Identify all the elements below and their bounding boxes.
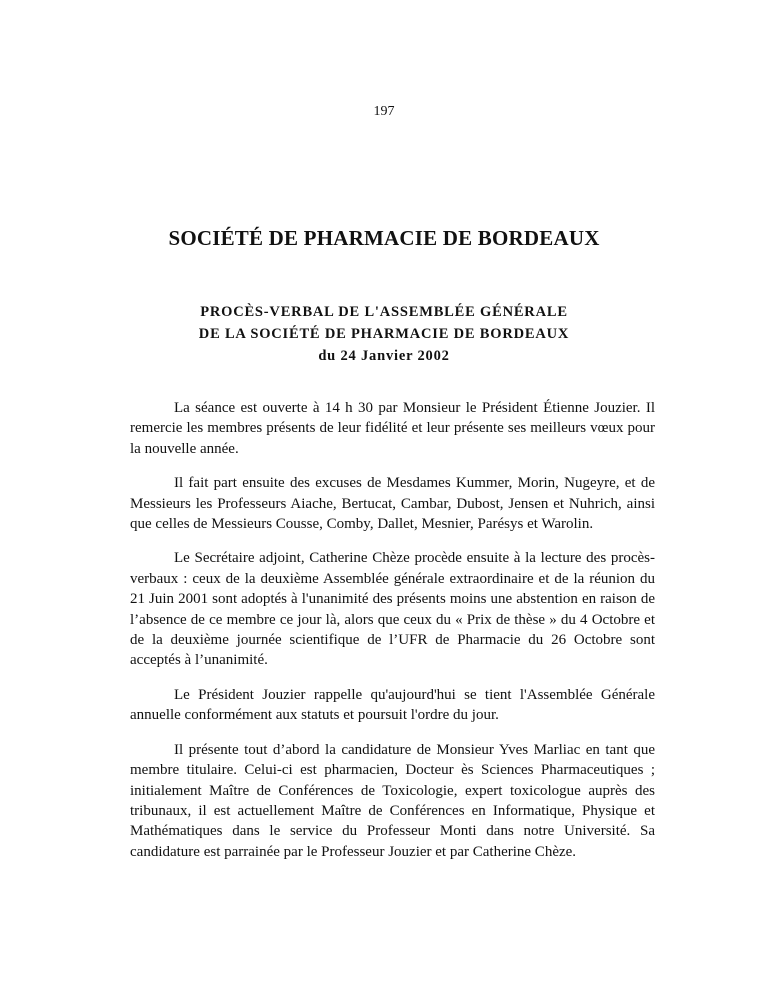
minutes-heading (0, 301, 768, 367)
minutes-heading-line-2: DE LA SOCIÉTÉ DE PHARMACIE DE BORDEAUX (198, 326, 570, 342)
minutes-heading-date: du 24 Janvier 2002 (318, 348, 450, 364)
paragraph-minutes-reading: Le Secrétaire adjoint, Catherine Chèze procède ensuite à la lecture des procès-verbaux : ceux de la deuxième Assemblée générale extraordinaire et de la réunion du 21 Juin 2001 sont adoptés à l'unanimité des présents moins une abstention en raison de l’absence de ce membre ce jour là, alors que ceux du « Prix de thèse » du 4 Octobre et de la deuxième journée scientifique de l’UFR de Pharmacie du 26 Octobre sont acceptés à l’unanimité. (130, 550, 655, 669)
paragraph-opening: La séance est ouverte à 14 h 30 par Monsieur le Président Étienne Jouzier. Il remercie les membres présents de leur fidélité et leur présente ses meilleurs vœux pour la nouvelle année. (130, 400, 655, 457)
paragraph-candidacy: Il présente tout d’abord la candidature de Monsieur Yves Marliac en tant que membre titulaire. Celui-ci est pharmacien, Docteur ès Sciences Pharmaceutiques ; initialement Maître de Conférences de Toxicologie, expert toxicologue auprès des tribunaux, il est actuellement Maître de Conférences en Informatique, Physique et Mathématiques dans le service du Professeur Monti dans notre Université. Sa candidature est parrainée par le Professeur Jouzier et par Catherine Chèze. (130, 741, 655, 860)
body-text (130, 398, 655, 876)
paragraph-apologies: Il fait part ensuite des excuses de Mesdames Kummer, Morin, Nugeyre, et de Messieurs les Professeurs Aiache, Bertucat, Cambar, Dubost, Jensen et Nuhrich, ainsi que celles de Messieurs Cousse, Comby, Dallet, Mesnier, Parésys et Warolin. (130, 475, 655, 533)
page-number: 197 (373, 104, 395, 119)
page-title: SOCIÉTÉ DE PHARMACIE DE BORDEAUX (168, 226, 600, 250)
paragraph-general-assembly: Le Président Jouzier rappelle qu'aujourd'hui se tient l'Assemblée Générale annuelle conformément aux statuts et poursuit l'ordre du jour. (130, 686, 655, 724)
minutes-heading-line-1: PROCÈS-VERBAL DE L'ASSEMBLÉE GÉNÉRALE (200, 304, 568, 320)
